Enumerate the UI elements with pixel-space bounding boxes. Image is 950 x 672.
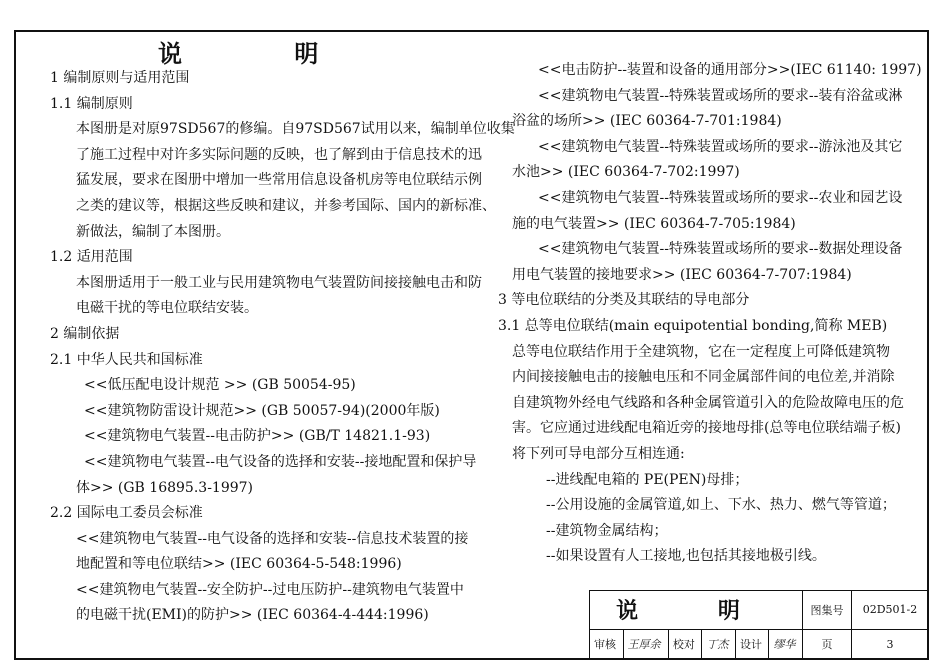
text-line: 用电气装置的接地要求>> (IEC 60364-7-707:1984) [512, 266, 852, 283]
text-line: 2.2 国际电工委员会标准 [50, 505, 203, 522]
text-line: 电磁干扰的等电位联结安装。 [76, 300, 258, 317]
text-line: 1.2 适用范围 [50, 249, 133, 266]
text-line: 1.1 编制原则 [50, 95, 133, 112]
text-line: --公用设施的金属管道,如上、下水、热力、燃气等管道； [546, 497, 896, 514]
text-line: 2.1 中华人民共和国标准 [50, 351, 203, 368]
title-block-title: 说 明 [590, 591, 803, 630]
text-line: 害。它应通过进线配电箱近旁的接地母排(总等电位联结端子板) [512, 420, 901, 437]
page-label: 页 [803, 629, 852, 659]
text-line: <<建筑物电气装置--电气设备的选择和安装--接地配置和保护导 [84, 453, 477, 470]
text-line: 地配置和等电位联结>> (IEC 60364-5-548:1996) [76, 556, 402, 573]
text-line: <<建筑物电气装置--电气设备的选择和安装--信息技术装置的接 [76, 530, 469, 547]
text-line: --如果设置有人工接地,也包括其接地极引线。 [546, 548, 826, 565]
text-line: <<建筑物电气装置--特殊装置或场所的要求--游泳池及其它 [538, 138, 903, 155]
atlas-label: 图集号 [803, 591, 852, 630]
check-label: 校对 [668, 629, 702, 659]
review-label: 审核 [590, 629, 624, 659]
text-line: 施的电气装置>> (IEC 60364-7-705:1984) [512, 215, 796, 232]
check-signature: 丁杰 [702, 629, 736, 659]
text-line: 2 编制依据 [50, 325, 120, 342]
text-line: 本图册适用于一般工业与民用建筑物电气装置防间接接触电击和防 [76, 274, 482, 291]
atlas-number: 02D501-2 [852, 591, 929, 630]
design-label: 设计 [735, 629, 769, 659]
text-line: 3.1 总等电位联结(main equipotential bonding,简称 MEB) [498, 317, 888, 334]
text-line: 猛发展，要求在图册中增加一些常用信息设备机房等电位联结示例 [76, 172, 482, 189]
text-line: 水池>> (IEC 60364-7-702:1997) [512, 164, 740, 181]
text-line: <<电击防护--装置和设备的通用部分>>(IEC 61140: 1997) [538, 62, 922, 78]
text-line: <<建筑物电气装置--电击防护>> (GB/T 14821.1-93) [84, 428, 431, 445]
design-signature: 缪华 [769, 629, 803, 659]
text-line: 的电磁干扰(EMI)的防护>> (IEC 60364-4-444:1996) [76, 607, 429, 624]
text-line: <<建筑物电气装置--特殊装置或场所的要求--农业和园艺设 [538, 189, 903, 206]
text-line: 浴盆的场所>> (IEC 60364-7-701:1984) [512, 113, 782, 130]
text-line: --建筑物金属结构； [546, 522, 668, 539]
text-line: 本图册是对原97SD567的修编。自97SD567试用以来，编制单位收集 [76, 121, 515, 138]
text-line: 了施工过程中对许多实际问题的反映，也了解到由于信息技术的迅 [76, 146, 482, 163]
right-column [498, 58, 932, 570]
text-line: 之类的建议等，根据这些反映和建议，并参考国际、国内的新标准、 [76, 197, 496, 214]
text-line: <<建筑物电气装置--特殊装置或场所的要求--数据处理设备 [538, 241, 903, 258]
text-line: <<低压配电设计规范 >> (GB 50054-95) [84, 377, 356, 394]
text-line: 自建筑物外经电气线路和各种金属管道引入的危险故障电压的危 [512, 394, 904, 411]
text-line: 将下列可导电部分互相连通: [512, 445, 685, 462]
left-column [50, 66, 515, 629]
text-line: 1 编制原则与适用范围 [50, 70, 190, 86]
text-line: --进线配电箱的 PE(PEN)母排； [546, 471, 749, 488]
text-line: 内间接接触电击的接触电压和不同金属部件间的电位差,并消除 [512, 369, 895, 386]
page-number: 3 [852, 629, 929, 659]
page-title: 说 明 [158, 39, 371, 68]
title-block [589, 590, 929, 660]
text-line: 新做法，编制了本图册。 [76, 223, 230, 240]
text-line: 体>> (GB 16895.3-1997) [76, 479, 254, 496]
review-signature: 王厚余 [623, 629, 668, 659]
text-line: <<建筑物电气装置--特殊装置或场所的要求--装有浴盆或淋 [538, 87, 903, 104]
text-line: 总等电位联结作用于全建筑物，它在一定程度上可降低建筑物 [512, 343, 890, 360]
text-line: <<建筑物防雷设计规范>> (GB 50057-94)(2000年版) [84, 402, 440, 419]
text-line: <<建筑物电气装置--安全防护--过电压防护--建筑物电气装置中 [76, 581, 464, 598]
text-line: 3 等电位联结的分类及其联结的导电部分 [498, 292, 750, 309]
